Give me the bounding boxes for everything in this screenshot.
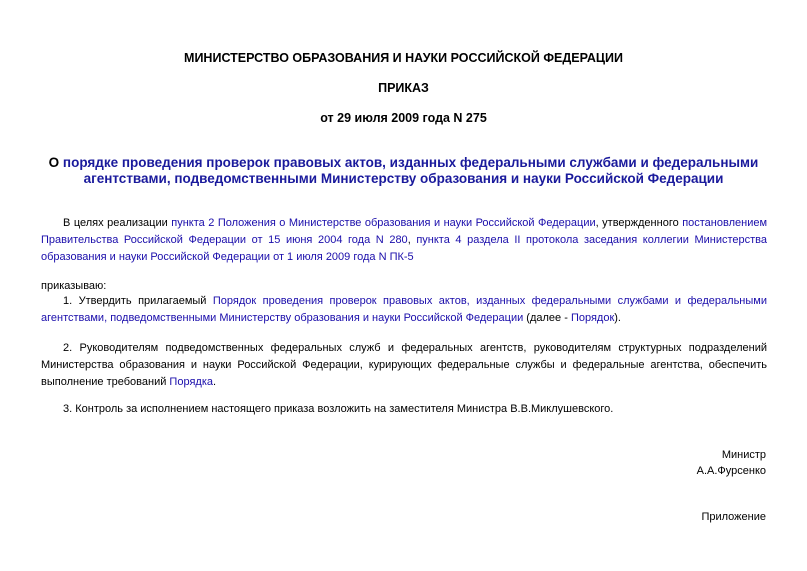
item-2-text-2: .	[213, 376, 217, 388]
protocol-link[interactable]: пункта 4 раздела II протокола заседания коллегии Министерства образования и науки Российской Федерации от 1 июля 2009 года N ПК-5	[41, 234, 767, 263]
title-link[interactable]: порядке проведения проверок правовых актов, изданных федеральными службами и федеральными агентствами, подведомственными Министерству образования и науки Российской Федерации	[62, 155, 759, 186]
document-type: ПРИКАЗ	[378, 81, 429, 95]
preamble-text-2: , утвержденного	[595, 217, 683, 229]
document-date: от 29 июля 2009 года N 275	[320, 111, 487, 125]
preamble-paragraph	[41, 215, 767, 266]
signature-name: А.А.Фурсенко	[696, 465, 766, 477]
procedure-requirements-link[interactable]: Порядка	[169, 376, 213, 388]
item-1-paragraph	[41, 293, 767, 327]
ministry-heading: МИНИСТЕРСТВО ОБРАЗОВАНИЯ И НАУКИ РОССИЙСКОЙ ФЕДЕРАЦИИ	[184, 51, 623, 65]
document-title	[40, 155, 767, 187]
appendix-label: Приложение	[701, 511, 766, 523]
procedure-link[interactable]: Порядок проведения проверок правовых актов, изданных федеральными службами и федеральными агентствами, подведомственными Министерству образования и науки Российской Федерации	[41, 295, 767, 324]
signature-position: Министр	[721, 449, 766, 461]
preamble-text-3: ,	[407, 234, 417, 246]
item-1-text-1: 1. Утвердить прилагаемый	[63, 295, 213, 307]
item-2-paragraph	[41, 340, 767, 391]
order-word: приказываю:	[41, 280, 107, 292]
item-1-text-3: ).	[614, 312, 621, 324]
title-prefix: О	[48, 155, 63, 170]
item-3-paragraph: 3. Контроль за исполнением настоящего приказа возложить на заместителя Министра В.В.Миклушевского.	[63, 403, 614, 415]
regulation-link[interactable]: пункта 2 Положения о Министерстве образования и науки Российской Федерации	[171, 217, 596, 229]
procedure-short-link[interactable]: Порядок	[570, 312, 615, 324]
preamble-text-1: В целях реализации	[63, 217, 172, 229]
item-1-text-2: (далее -	[523, 312, 571, 324]
item-2-text-1: 2. Руководителям подведомственных федеральных служб и федеральных агентств, руководителям структурных подразделений Министерства образования и науки Российской Федерации, курирующих федеральные службы и федеральные агентства, обеспечить выполнение требований	[41, 342, 767, 388]
government-decree-link[interactable]: постановлением Правительства Российской Федерации от 15 июня 2004 года N 280	[41, 217, 768, 246]
